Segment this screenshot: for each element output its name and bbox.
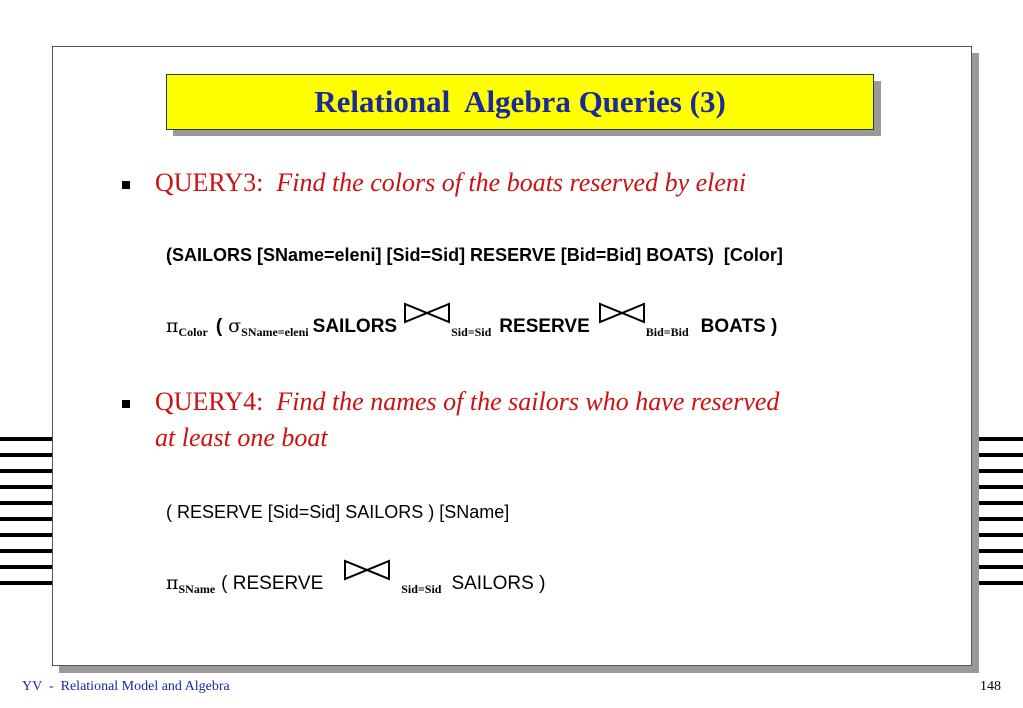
relation-sailors: SAILORS [312, 316, 398, 337]
join2-subscript: Bid=Bid [645, 325, 689, 339]
relation-reserve: ( RESERVE [221, 573, 324, 594]
title-box [166, 74, 874, 130]
query4-algebra-expression [166, 567, 545, 595]
pi-symbol: π [166, 572, 179, 594]
sigma-subscript: SName=eleni [241, 325, 309, 339]
query4-heading [155, 387, 779, 417]
query3-heading [155, 168, 746, 198]
bullet-icon [122, 400, 130, 408]
query4-label: QUERY4: [155, 387, 264, 416]
sigma-symbol: σ [228, 315, 242, 337]
query4-description-line1: Find the names of the sailors who have reserved [276, 387, 780, 416]
relation-boats: BOATS ) [700, 316, 778, 337]
footer-course-title: YV - Relational Model and Algebra [22, 679, 230, 694]
query3-description: Find the colors of the boats reserved by eleni [276, 168, 747, 197]
page-title: Relational Algebra Queries (3) [314, 84, 726, 119]
pi-symbol: π [166, 315, 179, 337]
bullet-icon [122, 181, 130, 189]
pi-subscript: Color [178, 325, 208, 339]
right-stripes-decoration [979, 437, 1023, 597]
query4-description-line2: at least one boat [155, 423, 328, 452]
join1-subscript: Sid=Sid [451, 325, 492, 339]
query3-algebra-expression [166, 310, 777, 338]
left-stripes-decoration [0, 437, 56, 597]
query3-label: QUERY3: [155, 168, 264, 197]
relation-sailors: SAILORS ) [451, 573, 546, 594]
query3-named-expression: (SAILORS [SName=eleni] [Sid=Sid] RESERVE [Bid=Bid] BOATS) [Color] [166, 245, 783, 265]
natural-join-icon [403, 302, 451, 329]
pi-subscript: SName [178, 582, 216, 596]
query4-heading-cont [155, 423, 328, 453]
relation-reserve: RESERVE [499, 316, 590, 337]
open-paren: ( [215, 316, 223, 337]
join-subscript: Sid=Sid [401, 582, 442, 596]
natural-join-icon [343, 559, 391, 586]
page-number: 148 [980, 679, 1001, 694]
natural-join-icon [598, 302, 646, 329]
query4-named-expression: ( RESERVE [Sid=Sid] SAILORS ) [SName] [166, 502, 510, 522]
